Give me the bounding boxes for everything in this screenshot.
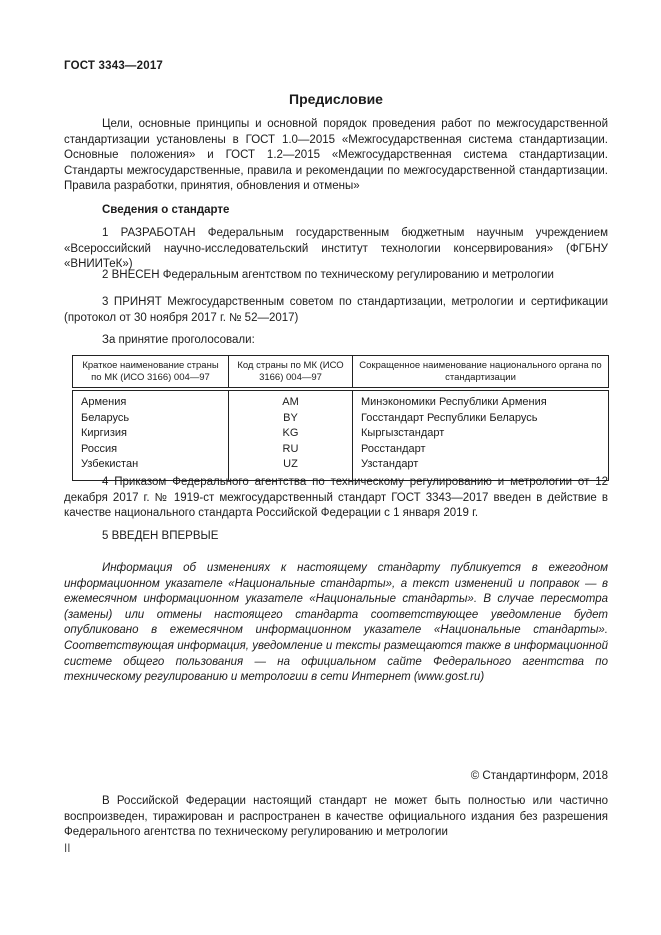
cell-country: Россия [73, 442, 229, 458]
cell-standards-body: Минэкономики Республики Армения [353, 389, 609, 411]
page-title: Предисловие [289, 91, 383, 107]
vote-intro-line: За принятие проголосовали: [102, 334, 255, 346]
vote-table [72, 355, 609, 481]
table-row [73, 389, 609, 411]
amendments-notice: Информация об изменениях к настоящему стандарту публикуется в ежегодном информационном указателе «Национальные стандарты», а текст изменений и поправок — в ежемесячном информационном указателе «Национальные стандарты». В случае пересмотра (замены) или отмены настоящего стандарта соответствующее уведомление будет опубликовано в ежемесячном информационном указателе «Национальные стандарты». Соответствующая информация, уведомление и тексты размещаются также в информационной системе общего пользования — на официальном сайте Федерального агентства по техническому регулированию и метрологии в сети Интернет (www.gost.ru) [64, 562, 608, 684]
standard-info-item-3: 3 ПРИНЯТ Межгосударственным советом по стандартизации, метрологии и сертификации (протокол от 30 ноября 2017 г. № 52—2017) [64, 296, 608, 324]
table-row [73, 426, 609, 442]
cell-code: UZ [229, 457, 353, 480]
cell-country: Узбекистан [73, 457, 229, 480]
standard-info-item-4: 4 Приказом Федерального агентства по техническому регулированию и метрологии от 12 декабря 2017 г. № 1919-ст межгосударственный стандарт ГОСТ 3343—2017 введен в действие в качестве национального стандарта Российской Федерации с 1 января 2019 г. [64, 476, 608, 520]
page-number: II [64, 843, 71, 855]
cell-country: Беларусь [73, 411, 229, 427]
intro-paragraph: Цели, основные принципы и основной порядок проведения работ по межгосударственной стандартизации установлены в ГОСТ 1.0—2015 «Межгосударственная система стандартизации. Основные положения» и ГОСТ 1.2—2015 «Межгосударственная система стандартизации. Стандарты межгосударственные, правила и рекомендации по межгосударственной стандартизации. Правила разработки, принятия, обновления и отмены» [64, 118, 608, 193]
cell-code: RU [229, 442, 353, 458]
col-header-code: Код страны по МК (ИСО 3166) 004—97 [229, 356, 353, 390]
col-header-body: Сокращенное наименование национального органа по стандартизации [353, 356, 609, 390]
copyright-line: © Стандартинформ, 2018 [470, 770, 608, 782]
standard-info-item-5: 5 ВВЕДЕН ВПЕРВЫЕ [102, 530, 219, 542]
standard-info-item-1: 1 РАЗРАБОТАН Федеральным государственным бюджетным научным учреждением «Всероссийский научно-исследовательский институт технологии консервирования» (ФГБНУ «ВНИИТеК») [64, 227, 608, 271]
table-row [73, 442, 609, 458]
cell-country: Армения [73, 389, 229, 411]
reproduction-restriction: В Российской Федерации настоящий стандарт не может быть полностью или частично воспроизведен, тиражирован и распространен в качестве официального издания без разрешения Федерального агентства по техническому регулированию и метрологии [64, 795, 608, 839]
vote-table-container [72, 355, 609, 481]
cell-standards-body: Кыргызстандарт [353, 426, 609, 442]
cell-code: KG [229, 426, 353, 442]
cell-code: AM [229, 389, 353, 411]
cell-code: BY [229, 411, 353, 427]
cell-standards-body: Узстандарт [353, 457, 609, 480]
cell-standards-body: Госстандарт Республики Беларусь [353, 411, 609, 427]
doc-number: ГОСТ 3343—2017 [64, 60, 164, 72]
table-header-row [73, 356, 609, 390]
standard-info-item-2: 2 ВНЕСЕН Федеральным агентством по техническому регулированию и метрологии [102, 269, 554, 281]
cell-country: Киргизия [73, 426, 229, 442]
info-heading: Сведения о стандарте [102, 204, 230, 216]
cell-standards-body: Росстандарт [353, 442, 609, 458]
col-header-country: Краткое наименование страны по МК (ИСО 3166) 004—97 [73, 356, 229, 390]
table-row [73, 411, 609, 427]
